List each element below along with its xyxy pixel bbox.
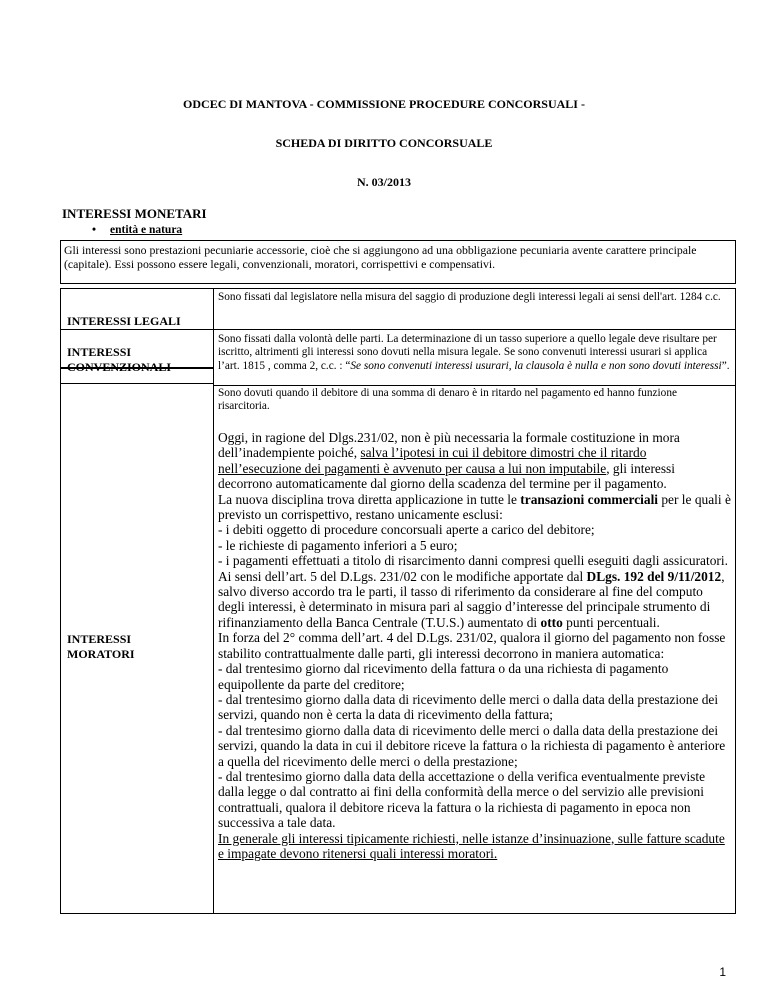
document-number: N. 03/2013 [357,175,411,189]
row-divider [214,329,735,330]
interest-types-table [60,288,736,914]
moratori-paragraph-4: In forza del 2° comma dell’art. 4 del D.Lgs. 231/02, qualora il giorno del pagamento non fosse stabilito contrattualmente dalle parti, gli interessi decorrono in maniera automatica: [218,630,726,661]
moratori-intro: Sono dovuti quando il debitore di una somma di denaro è in ritardo nel pagamento ed hanno funzione risarcitoria. [218,387,677,413]
moratori-body [214,430,735,861]
label-moratori: INTERESSI MORATORI [67,632,135,661]
row-divider [61,383,214,384]
exclusion-item: - le richieste di pagamento inferiori a 5 euro; [218,537,458,553]
intro-text: Gli interessi sono prestazioni pecuniarie accessorie, cioè che si aggiungono ad una obbligazione pecuniaria avente carattere principale (capitale). Essi possono essere legali, convenzionali, moratori, corrispettivi e compensativi. [64,243,697,271]
moratori-paragraph-2: La nuova disciplina trova diretta applicazione in tutte le transazioni commerciali per le quali è previsto un corrispettivo, restano unicamente esclusi: [218,491,731,523]
case-item: - dal trentesimo giorno dalla data di ricevimento delle merci o dalla data della prestazione dei servizi, quando la data in cui il debitore riceve la fattura o la richiesta di pagamento è anteriore a quella del ricevimento delle merci o della prestazione; [218,722,726,769]
document-header-line2: SCHEDA DI DIRITTO CONCORSUALE [275,136,493,150]
page-number: 1 [719,965,726,979]
document-header-line1: ODCEC DI MANTOVA - COMMISSIONE PROCEDURE CONCORSUALI - [183,97,585,111]
moratori-paragraph-1: Oggi, in ragione del Dlgs.231/02, non è più necessaria la formale costituzione in mora dell’inadempiente poiché, salva l’ipotesi in cui il debitore dimostri che il ritardo nell’esecuzione dei pagamenti è avvenuto per causa a lui non imputabile, gli interessi decorrono automaticamente dal giorno della scadenza del termine per il pagamento. [218,430,680,492]
exclusion-item: - i debiti oggetto di procedure concorsuali aperte a carico del debitore; [218,522,595,538]
bullet-icon: • [92,224,97,236]
label-legali: INTERESSI LEGALI [67,314,181,328]
row-divider [61,329,214,330]
case-item: - dal trentesimo giorno dalla data di ricevimento delle merci o dalla data della prestazione dei servizi, quando non è certa la data di ricevimento della fattura; [218,691,719,723]
label-convenzionali: INTERESSI CONVENZIONALI [67,345,172,374]
exclusion-item: - i pagamenti effettuati a titolo di risarcimento danni compresi quelli eseguiti dagli assicuratori. [218,553,728,569]
case-item: - dal trentesimo giorno dal ricevimento della fattura o da una richiesta di pagamento equipollente da parte del creditore; [218,661,669,692]
row-divider [61,368,214,369]
intro-box [60,240,736,284]
legali-description: Sono fissati dal legislatore nella misura del saggio di produzione degli interessi legali ai sensi dell'art. 1284 c.c. [218,291,721,303]
section-subtitle: • entità e natura [92,224,183,236]
moratori-paragraph-3: Ai sensi dell’art. 5 del D.Lgs. 231/02 con le modifiche apportate dal DLgs. 192 del 9/11/2012, salvo diverso accordo tra le parti, il tasso di riferimento da considerare al fine del computo degli interessi, è determinato in misura pari al saggio d’interesse del principale strumento di rifinanziamento della Banca Centrale (T.U.S.) aumentato di otto punti percentuali. [218,568,725,630]
moratori-paragraph-5: In generale gli interessi tipicamente richiesti, nelle istanze d’insinuazione, sulle fatture scadute e impagate devono ritenersi quali interessi moratori. [218,830,725,861]
case-item: - dal trentesimo giorno dalla data della accettazione o della verifica eventualmente previste dalla legge o dal contratto ai fini della conformità della merce o del servizio alle previsioni contrattuali, qualora il debitore riceva la fattura o la richiesta di pagamento in epoca non successiva a tale data. [218,768,706,831]
section-title: INTERESSI MONETARI [62,206,207,221]
convenzionali-description: Sono fissati dalla volontà delle parti. La determinazione di un tasso superiore a quello legale deve risultare per iscritto, altrimenti gli interessi sono dovuti nella misura legale. Se sono convenuti interessi usurari si applica l’art. 1815 , comma 2, c.c. : “Se sono convenuti interessi usurari, la clausola è nulla e non sono dovuti interessi”. [218,333,730,372]
